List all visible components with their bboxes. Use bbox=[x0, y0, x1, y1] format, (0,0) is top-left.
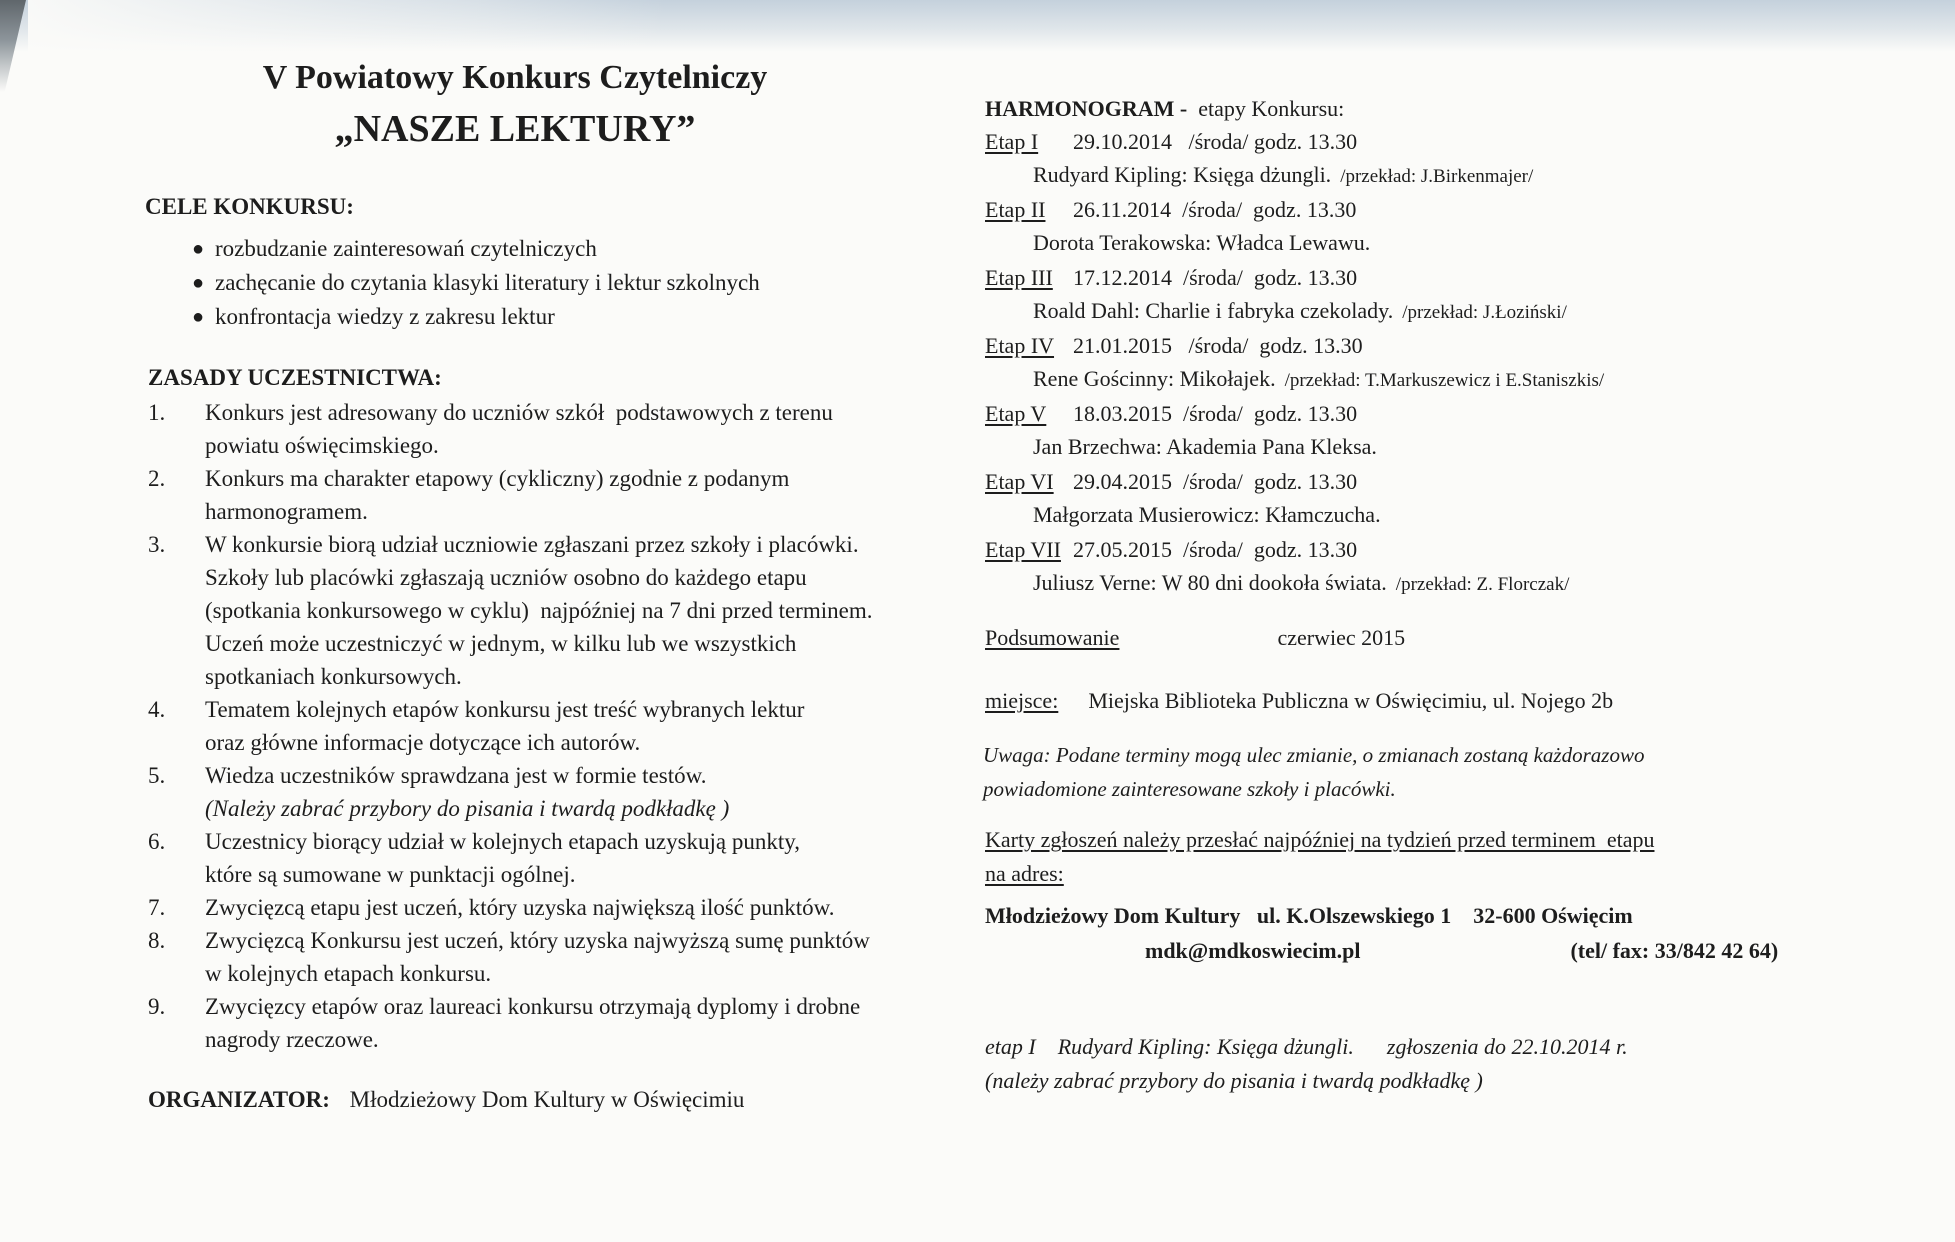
stage-date: 27.05.2015 /środa/ godz. 13.30 bbox=[1073, 537, 1358, 562]
stage-date: 21.01.2015 /środa/ godz. 13.30 bbox=[1073, 333, 1363, 358]
goal-item-text: rozbudzanie zainteresowań czytelniczych bbox=[215, 236, 597, 261]
stage-date: 18.03.2015 /środa/ godz. 13.30 bbox=[1073, 401, 1358, 426]
rule-number: 7. bbox=[148, 895, 166, 920]
rule-line: Zwycięzcy etapów oraz laureaci konkursu otrzymają dyplomy i drobne bbox=[205, 994, 861, 1019]
rule-line: oraz główne informacje dotyczące ich autorów. bbox=[205, 730, 641, 755]
rule-line: (spotkania konkursowego w cyklu) najpóźniej na 7 dni przed terminem. bbox=[205, 598, 873, 623]
stage-translator: /przekład: Z. Florczak/ bbox=[1395, 574, 1570, 595]
rules-heading: ZASADY UCZESTNICTWA: bbox=[148, 365, 442, 390]
rule-line: W konkursie biorą udział uczniowie zgłaszani przez szkoły i placówki. bbox=[205, 532, 859, 557]
rule-item bbox=[148, 528, 948, 693]
stage-book: Małgorzata Musierowicz: Kłamczucha. bbox=[1033, 502, 1381, 527]
rule-line: Tematem kolejnych etapów konkursu jest treść wybranych lektur bbox=[205, 697, 805, 722]
goal-item-text: zachęcanie do czytania klasyki literatury i lektur szkolnych bbox=[215, 270, 760, 295]
stage-label: Etap VII bbox=[985, 537, 1061, 562]
rule-number: 6. bbox=[148, 829, 166, 854]
goals-section bbox=[145, 190, 925, 334]
rule-line: Zwycięzcą etapu jest uczeń, który uzyska największą ilość punktów. bbox=[205, 895, 835, 920]
stage-book: Rene Gościnny: Mikołajek. bbox=[1033, 366, 1276, 391]
organizer-label: ORGANIZATOR: bbox=[148, 1087, 330, 1112]
rule-line: powiatu oświęcimskiego. bbox=[205, 433, 439, 458]
document-title: V Powiatowy Konkurs Czytelniczy bbox=[262, 59, 768, 96]
rule-item bbox=[148, 759, 948, 825]
rule-line: harmonogramem. bbox=[205, 499, 368, 524]
rule-item bbox=[148, 891, 948, 924]
schedule-heading-bold: HARMONOGRAM - bbox=[985, 96, 1193, 121]
rule-line: Zwycięzcą Konkursu jest uczeń, który uzyska najwyższą sumę punktów bbox=[205, 928, 870, 953]
stage-row bbox=[985, 125, 1845, 193]
submission-instruction: na adres: bbox=[985, 861, 1064, 886]
goal-item bbox=[145, 300, 925, 334]
rule-item bbox=[148, 825, 948, 891]
rule-line: Konkurs jest adresowany do uczniów szkół podstawowych z terenu bbox=[205, 400, 833, 425]
stage-date: 29.10.2014 /środa/ godz. 13.30 bbox=[1073, 129, 1358, 154]
schedule-section bbox=[985, 93, 1845, 601]
organizer-value: Młodzieżowy Dom Kultury w Oświęcimiu bbox=[349, 1087, 745, 1112]
stage-date: 26.11.2014 /środa/ godz. 13.30 bbox=[1073, 197, 1357, 222]
document-subtitle: „NASZE LEKTURY” bbox=[334, 108, 696, 150]
rule-number: 3. bbox=[148, 532, 166, 557]
venue-label: miejsce: bbox=[985, 688, 1059, 713]
organizer-row bbox=[148, 1083, 948, 1117]
document-title-block bbox=[190, 56, 840, 154]
stage-translator: /przekład: T.Markuszewicz i E.Staniszkis/ bbox=[1284, 370, 1605, 391]
rule-line: Uczestnicy biorący udział w kolejnych etapach uzyskują punkty, bbox=[205, 829, 801, 854]
rule-line: (Należy zabrać przybory do pisania i twardą podkładkę ) bbox=[205, 796, 730, 821]
rule-line: w kolejnych etapach konkursu. bbox=[205, 961, 492, 986]
footer-note-line: etap I Rudyard Kipling: Księga dżungli. zgłoszenia do 22.10.2014 r. bbox=[985, 1034, 1628, 1059]
bullet-icon: ● bbox=[192, 306, 205, 328]
submission-email: mdk@mdkoswiecim.pl bbox=[1145, 938, 1361, 963]
scan-artifact-fade bbox=[28, 0, 668, 56]
stage-translator: /przekład: J.Birkenmajer/ bbox=[1340, 166, 1534, 187]
stage-label: Etap III bbox=[985, 265, 1053, 290]
summary-row bbox=[985, 621, 1405, 655]
rule-line: nagrody rzeczowe. bbox=[205, 1027, 379, 1052]
stage-row bbox=[985, 261, 1845, 329]
submission-instruction: Karty zgłoszeń należy przesłać najpóźniej na tydzień przed terminem etapu bbox=[985, 827, 1655, 852]
rule-number: 1. bbox=[148, 400, 166, 425]
stage-label: Etap II bbox=[985, 197, 1046, 222]
stage-translator: /przekład: J.Łoziński/ bbox=[1402, 302, 1567, 323]
rule-item bbox=[148, 396, 948, 462]
stage-book: Juliusz Verne: W 80 dni dookoła świata. bbox=[1033, 570, 1387, 595]
stage-row bbox=[985, 397, 1845, 465]
notice-block bbox=[983, 738, 1743, 806]
rule-number: 9. bbox=[148, 994, 166, 1019]
stage-label: Etap V bbox=[985, 401, 1047, 426]
stage-book: Jan Brzechwa: Akademia Pana Kleksa. bbox=[1033, 434, 1377, 459]
schedule-heading-rest: etapy Konkursu: bbox=[1192, 96, 1345, 121]
stage-label: Etap I bbox=[985, 129, 1039, 154]
submission-block bbox=[985, 823, 1865, 968]
rule-item bbox=[148, 990, 948, 1056]
rule-number: 8. bbox=[148, 928, 166, 953]
summary-value: czerwiec 2015 bbox=[1277, 625, 1406, 650]
bullet-icon: ● bbox=[192, 272, 205, 294]
rule-number: 5. bbox=[148, 763, 166, 788]
submission-address: Młodzieżowy Dom Kultury ul. K.Olszewskiego 1 32-600 Oświęcim bbox=[985, 903, 1633, 928]
stage-label: Etap IV bbox=[985, 333, 1055, 358]
stage-row bbox=[985, 193, 1845, 261]
footer-note-block bbox=[985, 1030, 1865, 1098]
venue-row bbox=[985, 684, 1835, 718]
stage-date: 17.12.2014 /środa/ godz. 13.30 bbox=[1073, 265, 1358, 290]
submission-phone: (tel/ fax: 33/842 42 64) bbox=[1570, 938, 1779, 963]
stage-row bbox=[985, 329, 1845, 397]
stage-book: Dorota Terakowska: Władca Lewawu. bbox=[1033, 230, 1371, 255]
notice-line: Uwaga: Podane terminy mogą ulec zmianie, o zmianach zostaną każdorazowo bbox=[983, 743, 1645, 767]
submission-contact-row bbox=[1145, 934, 1865, 968]
goals-list bbox=[145, 232, 925, 334]
goal-item-text: konfrontacja wiedzy z zakresu lektur bbox=[215, 304, 555, 329]
schedule-heading bbox=[985, 93, 1845, 125]
rule-line: spotkaniach konkursowych. bbox=[205, 664, 462, 689]
rule-item bbox=[148, 924, 948, 990]
rule-line: Uczeń może uczestniczyć w jednym, w kilku lub we wszystkich bbox=[205, 631, 797, 656]
footer-note-line: (należy zabrać przybory do pisania i twardą podkładkę ) bbox=[985, 1068, 1483, 1093]
rule-number: 2. bbox=[148, 466, 166, 491]
rule-line: które są sumowane w punktacji ogólnej. bbox=[205, 862, 576, 887]
venue-value: Miejska Biblioteka Publiczna w Oświęcimiu, ul. Nojego 2b bbox=[1088, 688, 1614, 713]
rule-line: Szkoły lub placówki zgłaszają uczniów osobno do każdego etapu bbox=[205, 565, 807, 590]
goal-item bbox=[145, 232, 925, 266]
notice-line: powiadomione zainteresowane szkoły i placówki. bbox=[983, 777, 1396, 801]
stage-row bbox=[985, 533, 1845, 601]
bullet-icon: ● bbox=[192, 238, 205, 260]
rule-number: 4. bbox=[148, 697, 166, 722]
rule-item bbox=[148, 462, 948, 528]
stage-book: Rudyard Kipling: Księga dżungli. bbox=[1033, 162, 1332, 187]
goals-heading: CELE KONKURSU: bbox=[145, 194, 354, 219]
stage-label: Etap VI bbox=[985, 469, 1054, 494]
stage-book: Roald Dahl: Charlie i fabryka czekolady. bbox=[1033, 298, 1394, 323]
goal-item bbox=[145, 266, 925, 300]
rule-line: Konkurs ma charakter etapowy (cykliczny) zgodnie z podanym bbox=[205, 466, 790, 491]
stage-date: 29.04.2015 /środa/ godz. 13.30 bbox=[1073, 469, 1358, 494]
stage-row bbox=[985, 465, 1845, 533]
summary-label: Podsumowanie bbox=[985, 625, 1120, 650]
rule-line: Wiedza uczestników sprawdzana jest w formie testów. bbox=[205, 763, 707, 788]
rules-section bbox=[148, 360, 948, 1056]
rule-item bbox=[148, 693, 948, 759]
